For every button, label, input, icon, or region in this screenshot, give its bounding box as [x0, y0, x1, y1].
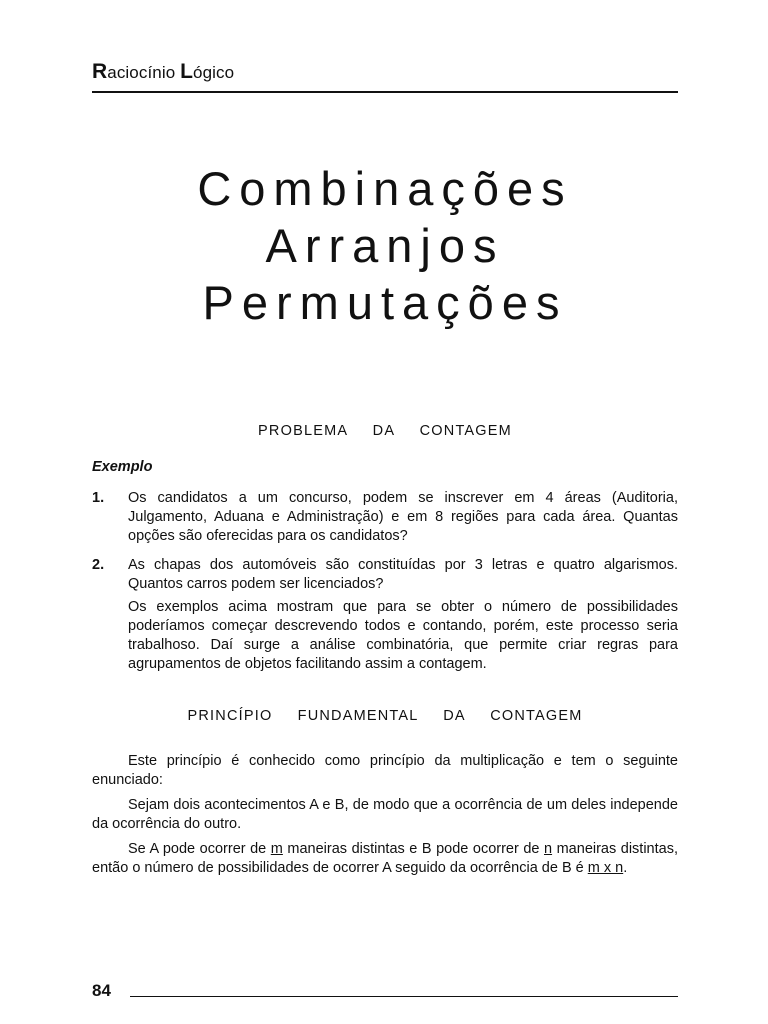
paragraph-events: [92, 796, 678, 834]
header-cap-r: R: [92, 60, 108, 83]
rule-text-d: .: [623, 860, 628, 876]
title-line-permutacoes: Permutações: [202, 276, 568, 329]
paragraph-text: Este princípio é conhecido como princípio da multiplicação e tem o seguinte enunciado:: [92, 753, 678, 788]
item-number: 2.: [92, 557, 105, 573]
section-heading-principio: PRINCÍPIO FUNDAMENTAL DA CONTAGEM: [187, 708, 583, 724]
item-explanation: Os exemplos acima mostram que para se obter o número de possibilidades poderíamos começar descrevendo todos e contando, porém, este processo seria trabalhoso. Daí surge a análise combinatória, que permite criar regras para agrupamentos de objetos facilitando assim a contagem.: [128, 599, 678, 672]
title-line-combinacoes: Combinações: [197, 162, 573, 215]
paragraph-rule: [92, 840, 678, 878]
variable-m: m: [270, 841, 283, 857]
header-word2: ógico: [193, 63, 235, 82]
item-text: As chapas dos automóveis são constituídas por 3 letras e quatro algarismos. Quantos carros podem ser licenciados?: [128, 557, 678, 592]
paragraph-principle: [92, 752, 678, 790]
footer-rule: [130, 996, 678, 997]
variable-n: n: [544, 841, 553, 857]
item-text: Os candidatos a um concurso, podem se inscrever em 4 áreas (Auditoria, Julgamento, Aduana e Administração) e em 8 regiões para cada área. Quantas opções são oferecidas para os candidatos?: [128, 490, 678, 544]
product-m-x-n: m x n: [587, 860, 624, 876]
chapter-title: [92, 160, 678, 331]
header-rule: [92, 91, 678, 93]
running-header: [92, 60, 677, 84]
list-item: [92, 556, 678, 678]
section-heading-problema: PROBLEMA DA CONTAGEM: [258, 423, 512, 439]
example-label: Exemplo: [92, 459, 153, 475]
list-item: [92, 489, 678, 550]
paragraph-text: Sejam dois acontecimentos A e B, de modo que a ocorrência de um deles independe da ocorrência do outro.: [92, 797, 678, 832]
rule-text-a: Se A pode ocorrer de: [128, 841, 271, 857]
item-number: 1.: [92, 490, 105, 506]
header-cap-l: L: [180, 60, 194, 83]
page-number: 84: [92, 981, 111, 1000]
title-line-arranjos: Arranjos: [265, 219, 505, 272]
rule-text-b: maneiras distintas e B pode ocorrer de: [282, 841, 544, 857]
header-word1: aciocínio: [107, 63, 181, 82]
rule-text-c: maneiras distintas, então o número de possibilidades de ocorrer A seguido da ocorrência de B é: [92, 841, 678, 876]
